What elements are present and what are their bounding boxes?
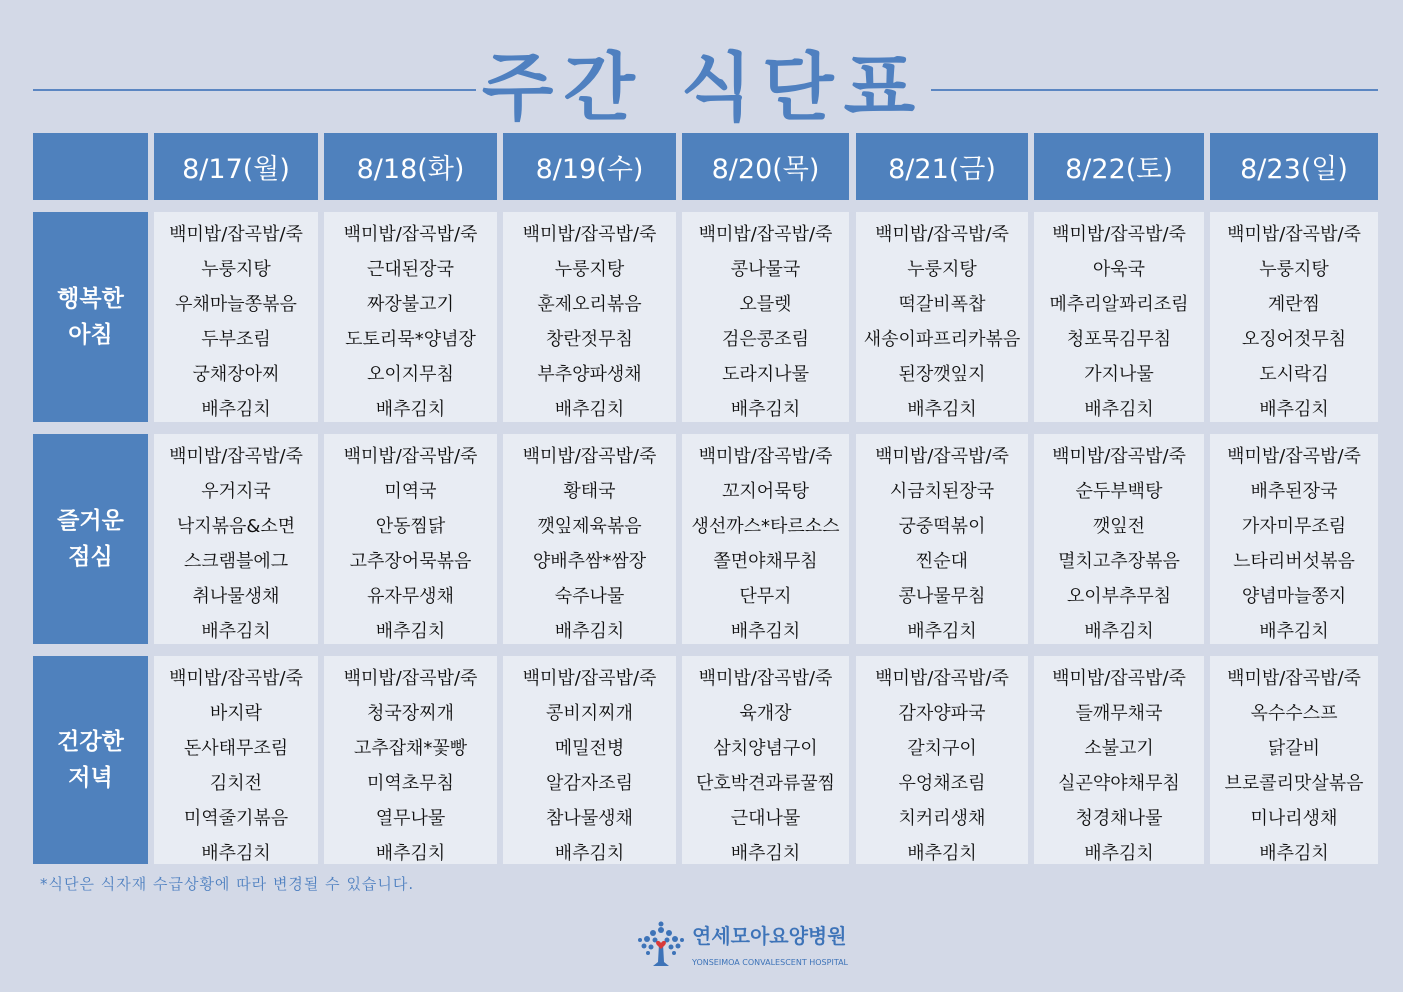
menu-item: 백미밥/잡곡밥/죽 bbox=[343, 224, 478, 245]
menu-item: 우채마늘쫑볶음 bbox=[175, 294, 297, 315]
menu-item: 배추김치 bbox=[201, 399, 271, 420]
menu-cell bbox=[856, 212, 1028, 422]
menu-item: 백미밥/잡곡밥/죽 bbox=[1227, 224, 1361, 245]
menu-item: 청포묵김무침 bbox=[1066, 329, 1172, 350]
menu-item: 궁채장아찌 bbox=[192, 364, 280, 385]
menu-item: 배추김치 bbox=[907, 621, 977, 642]
meal-label bbox=[33, 434, 148, 644]
menu-item: 갈치구이 bbox=[907, 738, 977, 759]
menu-item: 백미밥/잡곡밥/죽 bbox=[169, 446, 303, 467]
menu-item: 미나리생채 bbox=[1250, 808, 1338, 829]
menu-cell bbox=[503, 212, 676, 422]
menu-item: 쫄면야채무침 bbox=[713, 551, 818, 572]
menu-item: 치커리생채 bbox=[898, 808, 986, 829]
menu-item: 근대나물 bbox=[730, 808, 801, 829]
menu-item: 청경채나물 bbox=[1075, 808, 1163, 829]
menu-cell bbox=[324, 212, 497, 422]
menu-item: 배추김치 bbox=[201, 843, 271, 864]
menu-item: 미역초무침 bbox=[367, 773, 454, 794]
menu-cell bbox=[503, 656, 676, 864]
menu-item: 생선까스*타르소스 bbox=[691, 516, 840, 537]
menu-item: 낙지볶음&소면 bbox=[176, 516, 296, 537]
menu-item: 오이부추무침 bbox=[1066, 586, 1172, 607]
menu-cell bbox=[856, 434, 1028, 644]
menu-item: 청국장찌개 bbox=[367, 703, 454, 724]
menu-item: 배추김치 bbox=[730, 621, 801, 642]
menu-item: 배추김치 bbox=[1084, 621, 1154, 642]
menu-cell bbox=[856, 656, 1028, 864]
menu-item: 돈사태무조림 bbox=[183, 738, 289, 759]
menu-item: 백미밥/잡곡밥/죽 bbox=[875, 668, 1009, 689]
menu-item: 단무지 bbox=[739, 586, 792, 607]
menu-item: 배추김치 bbox=[1084, 399, 1154, 420]
title-divider-right bbox=[931, 89, 1378, 91]
menu-item: 실곤약야채무침 bbox=[1058, 773, 1180, 794]
menu-item: 부추양파생채 bbox=[537, 364, 642, 385]
page-title: 주간 식단표 bbox=[481, 45, 926, 131]
menu-item: 우거지국 bbox=[201, 481, 271, 502]
menu-item: 누룽지탕 bbox=[554, 259, 625, 280]
title-area bbox=[33, 40, 1378, 136]
menu-item: 깻잎전 bbox=[1092, 516, 1146, 537]
menu-item: 백미밥/잡곡밥/죽 bbox=[698, 446, 833, 467]
menu-cell bbox=[324, 656, 497, 864]
menu-item: 양념마늘쫑지 bbox=[1241, 586, 1347, 607]
menu-cell bbox=[154, 212, 318, 422]
menu-item: 배추김치 bbox=[375, 621, 446, 642]
day-header: 8/19(수) bbox=[503, 133, 676, 200]
menu-cell bbox=[1210, 212, 1378, 422]
menu-cell bbox=[682, 212, 849, 422]
menu-item: 찐순대 bbox=[915, 551, 969, 572]
menu-item: 도토리묵*양념장 bbox=[345, 329, 476, 350]
menu-item: 백미밥/잡곡밥/죽 bbox=[1052, 446, 1186, 467]
menu-item: 배추김치 bbox=[1259, 621, 1329, 642]
meal-label bbox=[33, 212, 148, 422]
menu-item: 배추김치 bbox=[907, 843, 977, 864]
meal-label-text: 점심 bbox=[68, 544, 113, 570]
day-header: 8/23(일) bbox=[1210, 133, 1378, 200]
menu-item: 백미밥/잡곡밥/죽 bbox=[698, 224, 833, 245]
menu-item: 깻잎제육볶음 bbox=[537, 516, 642, 537]
menu-item: 배추김치 bbox=[730, 399, 801, 420]
menu-item: 백미밥/잡곡밥/죽 bbox=[169, 668, 303, 689]
menu-item: 김치전 bbox=[209, 773, 263, 794]
day-header: 8/22(토) bbox=[1034, 133, 1204, 200]
menu-item: 백미밥/잡곡밥/죽 bbox=[1052, 224, 1186, 245]
menu-item: 황태국 bbox=[563, 481, 616, 502]
meal-label-text: 즐거운 bbox=[57, 508, 124, 534]
menu-change-note: *식단은 식자재 수급상황에 따라 변경될 수 있습니다. bbox=[40, 875, 415, 893]
meal-label-text: 건강한 bbox=[57, 729, 124, 755]
menu-item: 배추김치 bbox=[907, 399, 977, 420]
menu-item: 검은콩조림 bbox=[722, 329, 809, 350]
menu-item: 배추김치 bbox=[554, 399, 625, 420]
menu-item: 된장깻잎지 bbox=[898, 364, 986, 385]
menu-item: 누룽지탕 bbox=[907, 259, 977, 280]
menu-item: 꼬지어묵탕 bbox=[722, 481, 809, 502]
menu-item: 열무나물 bbox=[375, 808, 446, 829]
menu-item: 가자미무조림 bbox=[1241, 516, 1347, 537]
menu-cell bbox=[682, 434, 849, 644]
menu-item: 닭갈비 bbox=[1267, 738, 1321, 759]
menu-item: 취나물생채 bbox=[192, 586, 280, 607]
menu-item: 유자무생채 bbox=[367, 586, 454, 607]
tree-heart-icon bbox=[634, 920, 688, 968]
menu-item: 근대된장국 bbox=[367, 259, 454, 280]
menu-cell bbox=[682, 656, 849, 864]
menu-cell bbox=[1034, 212, 1204, 422]
menu-item: 백미밥/잡곡밥/죽 bbox=[169, 224, 303, 245]
menu-item: 백미밥/잡곡밥/죽 bbox=[1227, 446, 1361, 467]
menu-item: 콩비지찌개 bbox=[546, 703, 633, 724]
menu-item: 우엉채조림 bbox=[898, 773, 986, 794]
menu-item: 배추김치 bbox=[1259, 399, 1329, 420]
menu-item: 누룽지탕 bbox=[201, 259, 271, 280]
menu-item: 새송이파프리카볶음 bbox=[863, 329, 1021, 350]
hospital-name-english: YONSEIMOA CONVALESCENT HOSPITAL bbox=[692, 958, 849, 967]
menu-item: 두부조림 bbox=[201, 329, 271, 350]
menu-item: 배추된장국 bbox=[1250, 481, 1338, 502]
menu-item: 백미밥/잡곡밥/죽 bbox=[1052, 668, 1186, 689]
hospital-name: 연세모아요양병원 bbox=[692, 924, 847, 948]
menu-item: 배추김치 bbox=[554, 843, 625, 864]
menu-item: 멸치고추장볶음 bbox=[1058, 551, 1180, 572]
menu-item: 백미밥/잡곡밥/죽 bbox=[343, 668, 478, 689]
menu-item: 메추리알꽈리조림 bbox=[1049, 294, 1189, 315]
menu-item: 도라지나물 bbox=[722, 364, 809, 385]
menu-item: 오징어젓무침 bbox=[1241, 329, 1347, 350]
menu-item: 계란찜 bbox=[1267, 294, 1321, 315]
menu-item: 단호박견과류꿀찜 bbox=[695, 773, 836, 794]
menu-item: 알감자조림 bbox=[546, 773, 633, 794]
meal-label-text: 행복한 bbox=[57, 286, 124, 312]
menu-item: 메밀전병 bbox=[554, 738, 625, 759]
menu-item: 참나물생채 bbox=[546, 808, 633, 829]
day-header: 8/18(화) bbox=[324, 133, 497, 200]
menu-item: 배추김치 bbox=[554, 621, 625, 642]
menu-item: 육개장 bbox=[739, 703, 792, 724]
day-header: 8/17(월) bbox=[154, 133, 318, 200]
menu-cell bbox=[1210, 434, 1378, 644]
menu-item: 콩나물무침 bbox=[898, 586, 986, 607]
menu-item: 미역국 bbox=[384, 481, 437, 502]
hospital-logo bbox=[634, 920, 854, 974]
menu-item: 백미밥/잡곡밥/죽 bbox=[1227, 668, 1361, 689]
menu-item: 배추김치 bbox=[375, 843, 446, 864]
menu-item: 미역줄기볶음 bbox=[183, 808, 289, 829]
menu-item: 훈제오리볶음 bbox=[537, 294, 642, 315]
menu-cell bbox=[154, 434, 318, 644]
menu-item: 브로콜리맛살볶음 bbox=[1224, 773, 1364, 794]
day-header: 8/21(금) bbox=[856, 133, 1028, 200]
menu-item: 안동찜닭 bbox=[375, 516, 446, 537]
menu-item: 순두부백탕 bbox=[1075, 481, 1163, 502]
menu-item: 백미밥/잡곡밥/죽 bbox=[875, 224, 1009, 245]
menu-item: 누룽지탕 bbox=[1259, 259, 1329, 280]
menu-item: 들깨무채국 bbox=[1075, 703, 1163, 724]
title-divider-left bbox=[33, 89, 476, 91]
menu-cell bbox=[1210, 656, 1378, 864]
menu-item: 시금치된장국 bbox=[889, 481, 995, 502]
header-corner-cell bbox=[33, 133, 148, 200]
menu-item: 배추김치 bbox=[375, 399, 446, 420]
menu-cell bbox=[1034, 434, 1204, 644]
menu-item: 백미밥/잡곡밥/죽 bbox=[875, 446, 1009, 467]
menu-item: 오믈렛 bbox=[739, 294, 792, 315]
menu-item: 느타리버섯볶음 bbox=[1233, 551, 1355, 572]
menu-cell bbox=[503, 434, 676, 644]
meal-label bbox=[33, 656, 148, 864]
menu-item: 고추잡채*꽃빵 bbox=[353, 738, 468, 759]
menu-item: 백미밥/잡곡밥/죽 bbox=[522, 224, 657, 245]
menu-item: 바지락 bbox=[209, 703, 263, 724]
menu-item: 삼치양념구이 bbox=[713, 738, 818, 759]
menu-item: 궁중떡볶이 bbox=[898, 516, 986, 537]
menu-item: 배추김치 bbox=[1084, 843, 1154, 864]
menu-item: 떡갈비폭찹 bbox=[898, 294, 986, 315]
menu-item: 배추김치 bbox=[201, 621, 271, 642]
menu-cell bbox=[324, 434, 497, 644]
menu-item: 배추김치 bbox=[1259, 843, 1329, 864]
meal-label-text: 저녁 bbox=[68, 765, 113, 791]
menu-item: 콩나물국 bbox=[730, 259, 801, 280]
menu-item: 양배추쌈*쌈장 bbox=[532, 551, 647, 572]
menu-item: 도시락김 bbox=[1259, 364, 1329, 385]
menu-item: 스크램블에그 bbox=[183, 551, 289, 572]
menu-item: 가지나물 bbox=[1084, 364, 1154, 385]
menu-item: 짜장불고기 bbox=[367, 294, 454, 315]
menu-item: 백미밥/잡곡밥/죽 bbox=[343, 446, 478, 467]
menu-item: 백미밥/잡곡밥/죽 bbox=[698, 668, 833, 689]
menu-item: 오이지무침 bbox=[367, 364, 454, 385]
menu-item: 창란젓무침 bbox=[546, 329, 633, 350]
menu-item: 고추장어묵볶음 bbox=[349, 551, 472, 572]
menu-item: 소불고기 bbox=[1084, 738, 1154, 759]
menu-item: 백미밥/잡곡밥/죽 bbox=[522, 446, 657, 467]
day-header: 8/20(목) bbox=[682, 133, 849, 200]
menu-item: 백미밥/잡곡밥/죽 bbox=[522, 668, 657, 689]
menu-item: 감자양파국 bbox=[898, 703, 986, 724]
menu-cell bbox=[154, 656, 318, 864]
menu-item: 아욱국 bbox=[1092, 259, 1146, 280]
menu-item: 배추김치 bbox=[730, 843, 801, 864]
menu-cell bbox=[1034, 656, 1204, 864]
meal-label-text: 아침 bbox=[68, 322, 113, 348]
menu-item: 옥수수스프 bbox=[1250, 703, 1338, 724]
menu-item: 숙주나물 bbox=[554, 586, 625, 607]
